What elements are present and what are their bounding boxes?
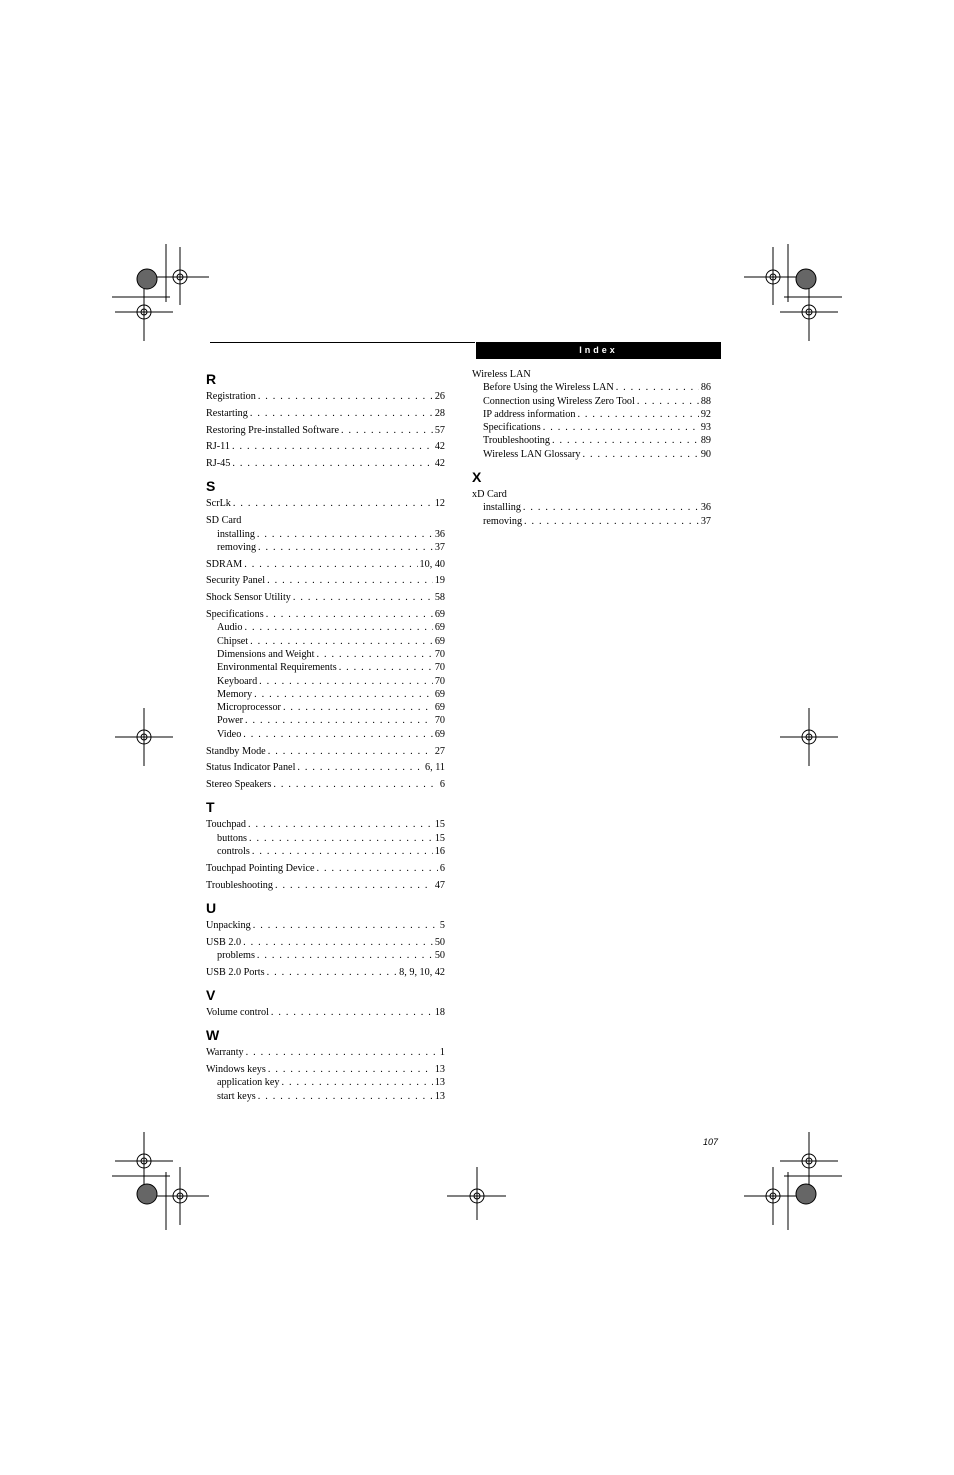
- index-entry: [206, 966, 445, 979]
- index-page-ref: 28: [434, 407, 445, 419]
- index-subentry: [206, 661, 445, 674]
- index-page-ref: 6, 11: [425, 762, 445, 774]
- index-page-ref: 70: [434, 675, 445, 687]
- leader-dots: [317, 862, 438, 875]
- index-term: Windows keys: [206, 1064, 266, 1076]
- index-term: removing: [483, 515, 523, 527]
- leader-dots: [273, 778, 438, 791]
- index-term: xD Card: [472, 489, 507, 501]
- leader-dots: [257, 528, 433, 541]
- leader-dots: [267, 966, 398, 979]
- index-term: Audio: [217, 622, 243, 634]
- leader-dots: [253, 919, 438, 932]
- index-subentry: [206, 1076, 445, 1089]
- leader-dots: [543, 421, 699, 434]
- index-page-ref: 5: [439, 919, 445, 931]
- index-entry: [206, 390, 445, 403]
- leader-dots: [258, 541, 433, 554]
- index-entry: [472, 488, 711, 501]
- leader-dots: [248, 818, 433, 831]
- index-entry-group: [206, 514, 445, 554]
- index-term: Dimensions and Weight: [217, 648, 315, 660]
- index-letter-heading: T: [206, 799, 215, 816]
- leader-dots: [297, 761, 423, 774]
- index-page-ref: 19: [434, 575, 445, 587]
- index-term: start keys: [217, 1090, 256, 1102]
- index-entry: [206, 879, 445, 892]
- index-entry-group: [206, 919, 445, 932]
- index-term: Troubleshooting: [483, 435, 550, 447]
- index-page-ref: 50: [434, 950, 445, 961]
- index-entry: [206, 745, 445, 758]
- index-entry-group: [472, 488, 711, 528]
- leader-dots: [282, 1076, 433, 1089]
- index-term: Restarting: [206, 407, 248, 419]
- index-subentry: [206, 845, 445, 858]
- index-page-ref: 8, 9, 10, 42: [399, 966, 445, 978]
- index-term: Warranty: [206, 1047, 244, 1059]
- index-page-ref: 10, 40: [419, 558, 445, 570]
- index-page-ref: 1: [439, 1047, 445, 1059]
- index-entry: [206, 457, 445, 470]
- index-term: SDRAM: [206, 558, 243, 570]
- index-subentry: [206, 528, 445, 541]
- page-number: 107: [702, 1137, 718, 1147]
- index-term: RJ-45: [206, 458, 231, 470]
- index-column-left: [206, 368, 445, 1107]
- index-entry: [206, 936, 445, 949]
- index-term: Troubleshooting: [206, 879, 273, 891]
- index-entry: [206, 761, 445, 774]
- index-entry: [472, 368, 711, 381]
- index-page-ref: 16: [434, 846, 445, 858]
- index-subentry: [206, 541, 445, 554]
- index-term: Microprocessor: [217, 702, 281, 714]
- index-subentry: [206, 832, 445, 845]
- leader-dots: [524, 515, 699, 528]
- index-letter-heading: V: [206, 987, 216, 1004]
- leader-dots: [316, 648, 432, 661]
- index-page-ref: 58: [434, 592, 445, 604]
- index-term: Standby Mode: [206, 745, 266, 757]
- index-subentry: [472, 448, 711, 461]
- index-entry: [206, 1063, 445, 1076]
- index-term: Unpacking: [206, 919, 251, 931]
- index-term: Registration: [206, 391, 256, 402]
- index-term: Shock Sensor Utility: [206, 592, 291, 604]
- index-entry: [206, 440, 445, 453]
- leader-dots: [341, 424, 433, 437]
- leader-dots: [257, 949, 433, 962]
- index-page-ref: 18: [434, 1007, 445, 1019]
- index-entry-group: [206, 879, 445, 892]
- index-term: Status Indicator Panel: [206, 762, 296, 774]
- index-page-ref: 70: [434, 715, 445, 727]
- index-subentry: [206, 688, 445, 701]
- leader-dots: [232, 440, 433, 453]
- index-page-ref: 6: [439, 779, 445, 791]
- leader-dots: [244, 558, 417, 571]
- leader-dots: [616, 381, 699, 394]
- index-page-ref: 36: [700, 502, 711, 514]
- leader-dots: [243, 936, 433, 949]
- index-page-ref: 69: [434, 688, 445, 700]
- index-subentry: [206, 714, 445, 727]
- index-entry-group: [206, 1046, 445, 1059]
- index-term: IP address information: [483, 408, 576, 420]
- index-term: Wireless LAN: [472, 369, 531, 380]
- index-page-ref: 42: [434, 441, 445, 453]
- index-page-ref: 15: [434, 819, 445, 831]
- index-term: Before Using the Wireless LAN: [483, 382, 614, 394]
- index-letter-heading: S: [206, 478, 216, 495]
- index-letter-heading: R: [206, 371, 217, 387]
- index-term: installing: [483, 502, 521, 514]
- index-term: USB 2.0: [206, 936, 242, 948]
- index-term: removing: [217, 541, 257, 553]
- index-page-ref: 70: [434, 662, 445, 674]
- index-entry-group: [206, 440, 445, 453]
- index-subentry: [472, 395, 711, 408]
- leader-dots: [275, 879, 433, 892]
- index-term: Wireless LAN Glossary: [483, 448, 581, 460]
- leader-dots: [244, 621, 432, 634]
- index-subentry: [206, 675, 445, 688]
- index-subentry: [206, 1090, 445, 1103]
- index-entry-group: [206, 862, 445, 875]
- index-entry-group: [472, 368, 711, 461]
- index-term: Video: [217, 728, 242, 740]
- index-subentry: [472, 515, 711, 528]
- index-entry: [206, 591, 445, 604]
- index-term: Environmental Requirements: [217, 662, 337, 674]
- leader-dots: [339, 661, 433, 674]
- leader-dots: [577, 408, 698, 421]
- leader-dots: [245, 714, 433, 727]
- index-entry-group: [206, 1063, 445, 1103]
- index-entry-group: [206, 761, 445, 774]
- leader-dots: [268, 1063, 433, 1076]
- index-page-ref: 37: [700, 515, 711, 527]
- index-entry-group: [206, 497, 445, 510]
- index-subentry: [206, 728, 445, 741]
- index-entry-group: [206, 966, 445, 979]
- leader-dots: [552, 434, 699, 447]
- index-page-ref: 12: [434, 498, 445, 510]
- index-entry-group: [206, 558, 445, 571]
- index-subentry: [206, 635, 445, 648]
- index-entry: [206, 862, 445, 875]
- index-term: SD Card: [206, 515, 242, 527]
- leader-dots: [250, 635, 433, 648]
- index-term: Specifications: [483, 422, 541, 434]
- index-term: USB 2.0 Ports: [206, 966, 265, 978]
- leader-dots: [258, 390, 433, 403]
- index-page-ref: 37: [434, 541, 445, 553]
- index-entry-group: [206, 1006, 445, 1019]
- index-entry: [206, 424, 445, 437]
- index-page-ref: 88: [700, 395, 711, 407]
- leader-dots: [266, 608, 433, 621]
- index-page-ref: 13: [434, 1064, 445, 1076]
- index-term: Stereo Speakers: [206, 779, 272, 791]
- index-entry: [206, 1046, 445, 1059]
- index-entry-group: [206, 457, 445, 470]
- index-entry-group: [206, 818, 445, 858]
- index-term: controls: [217, 846, 250, 858]
- index-entry: [206, 1006, 445, 1019]
- index-subentry: [472, 434, 711, 447]
- leader-dots: [249, 832, 433, 845]
- index-page-ref: 50: [434, 936, 445, 948]
- index-entry-group: [206, 936, 445, 963]
- header-rule: [210, 342, 475, 343]
- index-page-ref: 69: [434, 702, 445, 714]
- leader-dots: [246, 1046, 438, 1059]
- index-subentry: [472, 501, 711, 514]
- index-column-right: [472, 368, 711, 531]
- leader-dots: [258, 1090, 433, 1103]
- index-term: Chipset: [217, 635, 249, 647]
- index-term: RJ-11: [206, 441, 230, 453]
- index-entry: [206, 608, 445, 621]
- index-term: application key: [217, 1077, 280, 1089]
- index-term: Keyboard: [217, 675, 258, 687]
- index-term: Specifications: [206, 609, 264, 621]
- index-entry-group: [206, 407, 445, 420]
- index-term: Security Panel: [206, 575, 266, 587]
- index-subentry: [206, 949, 445, 962]
- index-letter-heading: X: [472, 469, 482, 486]
- index-page-ref: 69: [434, 609, 445, 621]
- index-term: ScrLk: [206, 498, 231, 510]
- index-subentry: [206, 648, 445, 661]
- index-entry: [206, 514, 445, 527]
- leader-dots: [271, 1006, 433, 1019]
- index-page-ref: 86: [700, 382, 711, 394]
- index-entry-group: [206, 608, 445, 741]
- index-term: Memory: [217, 688, 253, 700]
- index-entry: [206, 407, 445, 420]
- index-letter-heading: W: [206, 1027, 220, 1044]
- index-term: Connection using Wireless Zero Tool: [483, 395, 635, 407]
- leader-dots: [259, 675, 433, 688]
- leader-dots: [233, 497, 433, 510]
- leader-dots: [250, 407, 433, 420]
- index-page-ref: 26: [434, 391, 445, 402]
- index-page-ref: 6: [439, 862, 445, 874]
- index-entry-group: [206, 424, 445, 437]
- index-letter-heading: U: [206, 899, 217, 916]
- index-page-ref: 90: [700, 448, 711, 460]
- leader-dots: [267, 574, 433, 587]
- index-page-ref: 89: [700, 435, 711, 447]
- leader-dots: [637, 395, 699, 408]
- index-term: buttons: [217, 832, 248, 844]
- leader-dots: [232, 457, 432, 470]
- index-page-ref: 70: [434, 648, 445, 660]
- index-page-ref: 93: [700, 422, 711, 434]
- leader-dots: [252, 845, 433, 858]
- index-page-ref: 57: [434, 424, 445, 436]
- leader-dots: [582, 448, 698, 461]
- index-page-ref: 69: [434, 728, 445, 740]
- index-term: Power: [217, 715, 244, 727]
- leader-dots: [293, 591, 433, 604]
- index-entry: [206, 818, 445, 831]
- leader-dots: [243, 728, 433, 741]
- index-subentry: [206, 621, 445, 634]
- index-page-ref: 15: [434, 832, 445, 844]
- index-page-ref: 69: [434, 635, 445, 647]
- index-term: Touchpad Pointing Device: [206, 862, 315, 874]
- page-header-label: Index: [476, 342, 721, 359]
- index-subentry: [472, 421, 711, 434]
- index-entry: [206, 574, 445, 587]
- index-subentry: [206, 701, 445, 714]
- index-term: Touchpad: [206, 819, 247, 831]
- index-entry: [206, 497, 445, 510]
- leader-dots: [268, 745, 433, 758]
- index-term: problems: [217, 950, 255, 961]
- index-page-ref: 69: [434, 622, 445, 634]
- index-term: installing: [217, 528, 255, 540]
- index-page-ref: 92: [700, 408, 711, 420]
- index-page-ref: 13: [434, 1077, 445, 1089]
- index-entry: [206, 558, 445, 571]
- index-page-ref: 42: [434, 458, 445, 470]
- index-subentry: [472, 408, 711, 421]
- index-entry-group: [206, 574, 445, 587]
- leader-dots: [254, 688, 433, 701]
- index-subentry: [472, 381, 711, 394]
- index-page-ref: 47: [434, 879, 445, 891]
- index-entry-group: [206, 591, 445, 604]
- leader-dots: [523, 501, 699, 514]
- index-page-ref: 13: [434, 1090, 445, 1102]
- leader-dots: [283, 701, 433, 714]
- index-entry: [206, 778, 445, 791]
- index-entry: [206, 919, 445, 932]
- index-entry-group: [206, 745, 445, 758]
- index-page-ref: 27: [434, 745, 445, 757]
- index-term: Volume control: [206, 1007, 269, 1019]
- index-entry-group: [206, 778, 445, 791]
- index-entry-group: [206, 390, 445, 403]
- index-page-ref: 36: [434, 528, 445, 540]
- index-term: Restoring Pre-installed Software: [206, 424, 339, 436]
